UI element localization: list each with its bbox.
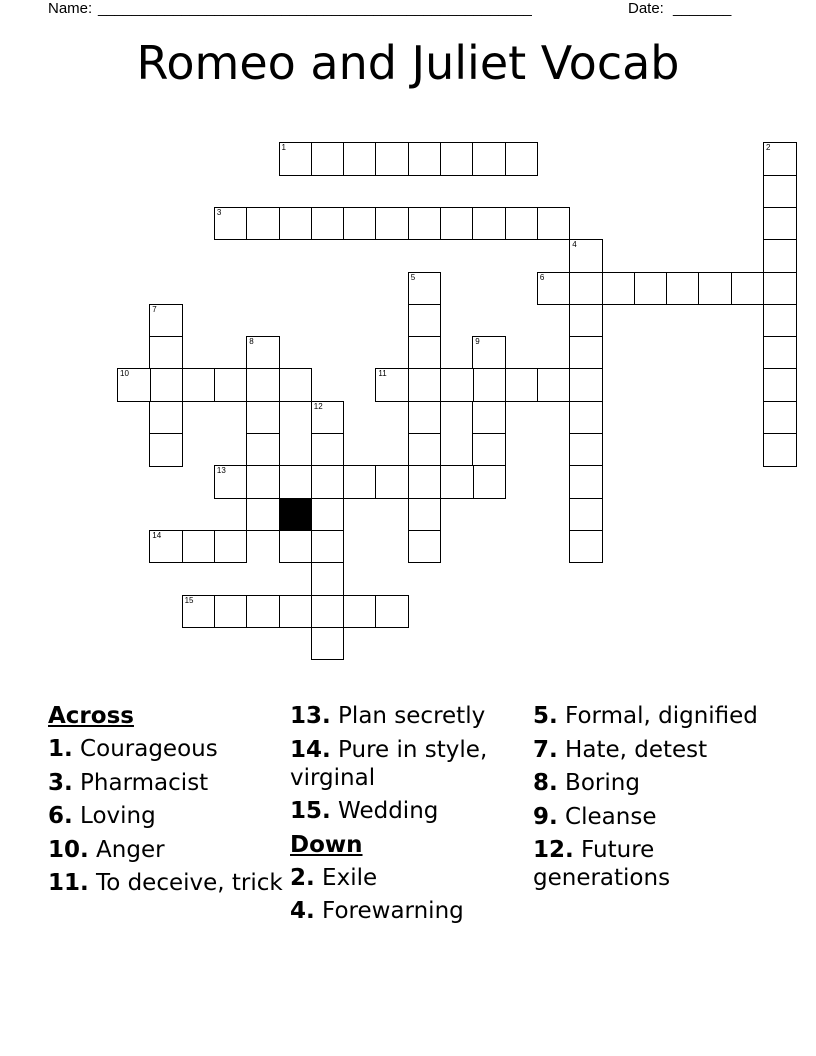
clue-text: Pure in style, virginal bbox=[290, 736, 488, 791]
crossword-cell[interactable] bbox=[149, 304, 183, 338]
crossword-cell[interactable] bbox=[408, 530, 442, 564]
crossword-cell[interactable] bbox=[311, 433, 345, 467]
clue-text: Wedding bbox=[330, 798, 439, 824]
crossword-cell[interactable] bbox=[343, 142, 377, 176]
clue-text: Courageous bbox=[72, 736, 218, 762]
clue-number-label: 1. bbox=[48, 736, 73, 762]
clue-number-label: 10. bbox=[48, 836, 89, 863]
crossword-cell[interactable] bbox=[149, 368, 183, 402]
crossword-cell[interactable] bbox=[375, 368, 409, 402]
crossword-cell[interactable] bbox=[246, 207, 280, 241]
crossword-cell[interactable] bbox=[246, 433, 280, 467]
clue-number-label: 9. bbox=[533, 803, 558, 830]
crossword-cell[interactable] bbox=[569, 401, 603, 435]
clue-number-label: 14. bbox=[290, 736, 331, 763]
clue-text: Plan secretly bbox=[330, 703, 486, 729]
clue-number-label: 8. bbox=[533, 770, 558, 796]
clue-item bbox=[533, 769, 773, 797]
crossword-cell[interactable] bbox=[505, 207, 539, 241]
clue-text: To deceive, trick bbox=[88, 870, 283, 896]
name-blank[interactable]: ____________________________________________________ bbox=[98, 0, 532, 17]
crossword-cell[interactable] bbox=[311, 530, 345, 564]
clue-number: 8 bbox=[249, 337, 254, 347]
clue-item bbox=[48, 735, 288, 763]
clue-number-label: 12. bbox=[533, 837, 574, 863]
crossword-cell[interactable] bbox=[408, 272, 442, 306]
down-heading: Down bbox=[290, 831, 363, 858]
crossword-cell[interactable] bbox=[763, 336, 797, 370]
crossword-cell[interactable] bbox=[311, 562, 345, 596]
crossword-cell[interactable] bbox=[763, 207, 797, 241]
crossword-cell[interactable] bbox=[505, 368, 539, 402]
crossword-cell[interactable] bbox=[149, 530, 183, 564]
clue-number: 14 bbox=[152, 530, 162, 540]
crossword-cell[interactable] bbox=[537, 272, 571, 306]
crossword-cell[interactable] bbox=[214, 207, 248, 241]
clue-item bbox=[48, 802, 288, 830]
crossword-cell[interactable] bbox=[440, 368, 474, 402]
crossword-cell[interactable] bbox=[182, 368, 216, 402]
crossword-cell[interactable] bbox=[214, 465, 248, 499]
clue-column-1 bbox=[48, 702, 288, 903]
crossword-cell[interactable] bbox=[311, 627, 345, 661]
crossword-cell[interactable] bbox=[311, 498, 345, 532]
name-label: Name: bbox=[48, 0, 93, 17]
crossword-cell[interactable] bbox=[472, 433, 506, 467]
clue-number-label: 5. bbox=[533, 703, 558, 729]
crossword-cell[interactable] bbox=[537, 207, 571, 241]
clue-text: Exile bbox=[314, 864, 378, 891]
clue-number: 5 bbox=[410, 272, 416, 282]
crossword-cell[interactable] bbox=[569, 239, 603, 273]
crossword-cell[interactable] bbox=[569, 336, 603, 370]
clue-item bbox=[290, 864, 530, 892]
across-clues-list bbox=[48, 735, 288, 897]
crossword-cell[interactable] bbox=[472, 465, 506, 499]
crossword-cell[interactable] bbox=[246, 465, 280, 499]
clue-item bbox=[533, 736, 773, 764]
crossword-cell[interactable] bbox=[214, 595, 248, 629]
crossword-cell[interactable] bbox=[569, 272, 603, 306]
crossword-cell[interactable] bbox=[763, 433, 797, 467]
crossword-cell[interactable] bbox=[763, 239, 797, 273]
crossword-cell[interactable] bbox=[763, 142, 797, 176]
crossword-cell[interactable] bbox=[149, 336, 183, 370]
crossword-cell[interactable] bbox=[311, 401, 345, 435]
crossword-cell[interactable] bbox=[311, 595, 345, 629]
crossword-cell[interactable] bbox=[602, 272, 636, 306]
crossword-cell[interactable] bbox=[182, 530, 216, 564]
clue-number-label: 15. bbox=[290, 798, 331, 824]
crossword-cell[interactable] bbox=[343, 465, 377, 499]
crossword-cell[interactable] bbox=[408, 304, 442, 338]
crossword-cell[interactable] bbox=[408, 368, 442, 402]
crossword-cell[interactable] bbox=[763, 272, 797, 306]
crossword-cell[interactable] bbox=[472, 336, 506, 370]
crossword-cell[interactable] bbox=[214, 530, 248, 564]
crossword-cell[interactable] bbox=[569, 368, 603, 402]
clue-number: 2 bbox=[766, 143, 771, 153]
crossword-cell[interactable] bbox=[472, 207, 506, 241]
clue-number: 1 bbox=[281, 143, 286, 153]
crossword-cell[interactable] bbox=[279, 368, 313, 402]
clue-text: Formal, dignified bbox=[557, 703, 758, 729]
crossword-cell[interactable] bbox=[472, 142, 506, 176]
date-label: Date: bbox=[628, 0, 664, 17]
crossword-cell[interactable] bbox=[246, 595, 280, 629]
clue-column-2 bbox=[290, 702, 530, 931]
crossword-cell[interactable] bbox=[279, 207, 313, 241]
clue-text: Loving bbox=[72, 803, 156, 829]
clue-number: 12 bbox=[313, 401, 323, 411]
crossword-cell[interactable] bbox=[279, 530, 313, 564]
crossword-cell[interactable] bbox=[472, 401, 506, 435]
clue-number-label: 13. bbox=[290, 703, 331, 729]
crossword-cell[interactable] bbox=[214, 368, 248, 402]
crossword-black-cell bbox=[279, 498, 313, 532]
crossword-cell[interactable] bbox=[408, 401, 442, 435]
crossword-cell[interactable] bbox=[634, 272, 668, 306]
clue-number: 3 bbox=[216, 207, 222, 217]
crossword-cell[interactable] bbox=[763, 401, 797, 435]
crossword-cell[interactable] bbox=[569, 304, 603, 338]
clue-number: 6 bbox=[539, 272, 545, 282]
clue-text: Anger bbox=[88, 836, 165, 863]
crossword-cell[interactable] bbox=[375, 207, 409, 241]
clue-text: Boring bbox=[557, 770, 640, 796]
clue-text: Cleanse bbox=[557, 803, 657, 830]
clue-number: 10 bbox=[120, 369, 129, 379]
crossword-cell[interactable] bbox=[311, 207, 345, 241]
crossword-cell[interactable] bbox=[375, 142, 409, 176]
crossword-cell[interactable] bbox=[408, 465, 442, 499]
crossword-cell[interactable] bbox=[311, 465, 345, 499]
date-blank[interactable]: _______ bbox=[673, 0, 732, 17]
crossword-cell[interactable] bbox=[279, 142, 313, 176]
clue-column-3 bbox=[533, 702, 773, 898]
crossword-cell[interactable] bbox=[505, 142, 539, 176]
crossword-cell[interactable] bbox=[569, 465, 603, 499]
crossword-cell[interactable] bbox=[569, 498, 603, 532]
clue-item bbox=[290, 736, 530, 792]
crossword-cell[interactable] bbox=[246, 336, 280, 370]
clue-text: Forewarning bbox=[314, 898, 464, 924]
clue-number: 15 bbox=[184, 595, 194, 605]
clue-number: 4 bbox=[572, 240, 577, 250]
down-clues-list bbox=[290, 864, 530, 926]
crossword-cell[interactable] bbox=[440, 465, 474, 499]
clue-text: Pharmacist bbox=[72, 769, 209, 796]
crossword-cell[interactable] bbox=[763, 175, 797, 209]
clue-number-label: 7. bbox=[533, 736, 558, 763]
crossword-cell[interactable] bbox=[408, 142, 442, 176]
crossword-cell[interactable] bbox=[117, 368, 151, 402]
crossword-cell[interactable] bbox=[408, 433, 442, 467]
clue-number: 9 bbox=[475, 337, 480, 347]
clue-number-label: 3. bbox=[48, 769, 73, 796]
crossword-cell[interactable] bbox=[279, 595, 313, 629]
clue-number-label: 11. bbox=[48, 870, 89, 896]
clue-number-label: 2. bbox=[290, 864, 315, 891]
crossword-cell[interactable] bbox=[472, 368, 506, 402]
crossword-cell[interactable] bbox=[408, 207, 442, 241]
across-clues-list-continued bbox=[290, 702, 530, 825]
clue-item bbox=[48, 769, 288, 797]
down-clues-list-continued bbox=[533, 702, 773, 892]
crossword-cell[interactable] bbox=[537, 368, 571, 402]
clue-number-label: 4. bbox=[290, 898, 315, 924]
crossword-cell[interactable] bbox=[666, 272, 700, 306]
crossword-cell[interactable] bbox=[408, 498, 442, 532]
across-heading: Across bbox=[48, 703, 134, 729]
crossword-cell[interactable] bbox=[569, 433, 603, 467]
crossword-cell[interactable] bbox=[440, 207, 474, 241]
crossword-cell[interactable] bbox=[343, 595, 377, 629]
clue-item bbox=[290, 897, 530, 925]
crossword-cell[interactable] bbox=[279, 465, 313, 499]
clue-item bbox=[533, 803, 773, 831]
clue-number: 13 bbox=[216, 466, 226, 476]
clue-number: 7 bbox=[152, 304, 157, 314]
crossword-cell[interactable] bbox=[343, 207, 377, 241]
crossword-cell[interactable] bbox=[375, 465, 409, 499]
crossword-cell[interactable] bbox=[408, 336, 442, 370]
crossword-cell[interactable] bbox=[698, 272, 732, 306]
crossword-cell[interactable] bbox=[149, 433, 183, 467]
page-title: Romeo and Juliet Vocab bbox=[136, 36, 680, 90]
crossword-cell[interactable] bbox=[246, 401, 280, 435]
clue-number: 11 bbox=[378, 369, 387, 379]
clue-text: Future generations bbox=[533, 837, 671, 891]
clue-item bbox=[533, 702, 773, 730]
clue-item bbox=[48, 836, 288, 864]
clue-item bbox=[533, 836, 773, 892]
crossword-cell[interactable] bbox=[149, 401, 183, 435]
crossword-cell[interactable] bbox=[569, 530, 603, 564]
crossword-cell[interactable] bbox=[763, 368, 797, 402]
crossword-cell[interactable] bbox=[311, 142, 345, 176]
crossword-cell[interactable] bbox=[246, 498, 280, 532]
clue-item bbox=[48, 869, 288, 897]
clue-number-label: 6. bbox=[48, 803, 73, 829]
crossword-cell[interactable] bbox=[182, 595, 216, 629]
crossword-cell[interactable] bbox=[375, 595, 409, 629]
header-line bbox=[48, 0, 768, 20]
crossword-cell[interactable] bbox=[763, 304, 797, 338]
crossword-cell[interactable] bbox=[731, 272, 765, 306]
clue-item bbox=[290, 797, 530, 825]
crossword-cell[interactable] bbox=[246, 368, 280, 402]
crossword-cell[interactable] bbox=[440, 142, 474, 176]
clue-item bbox=[290, 702, 530, 730]
clue-text: Hate, detest bbox=[557, 736, 708, 763]
